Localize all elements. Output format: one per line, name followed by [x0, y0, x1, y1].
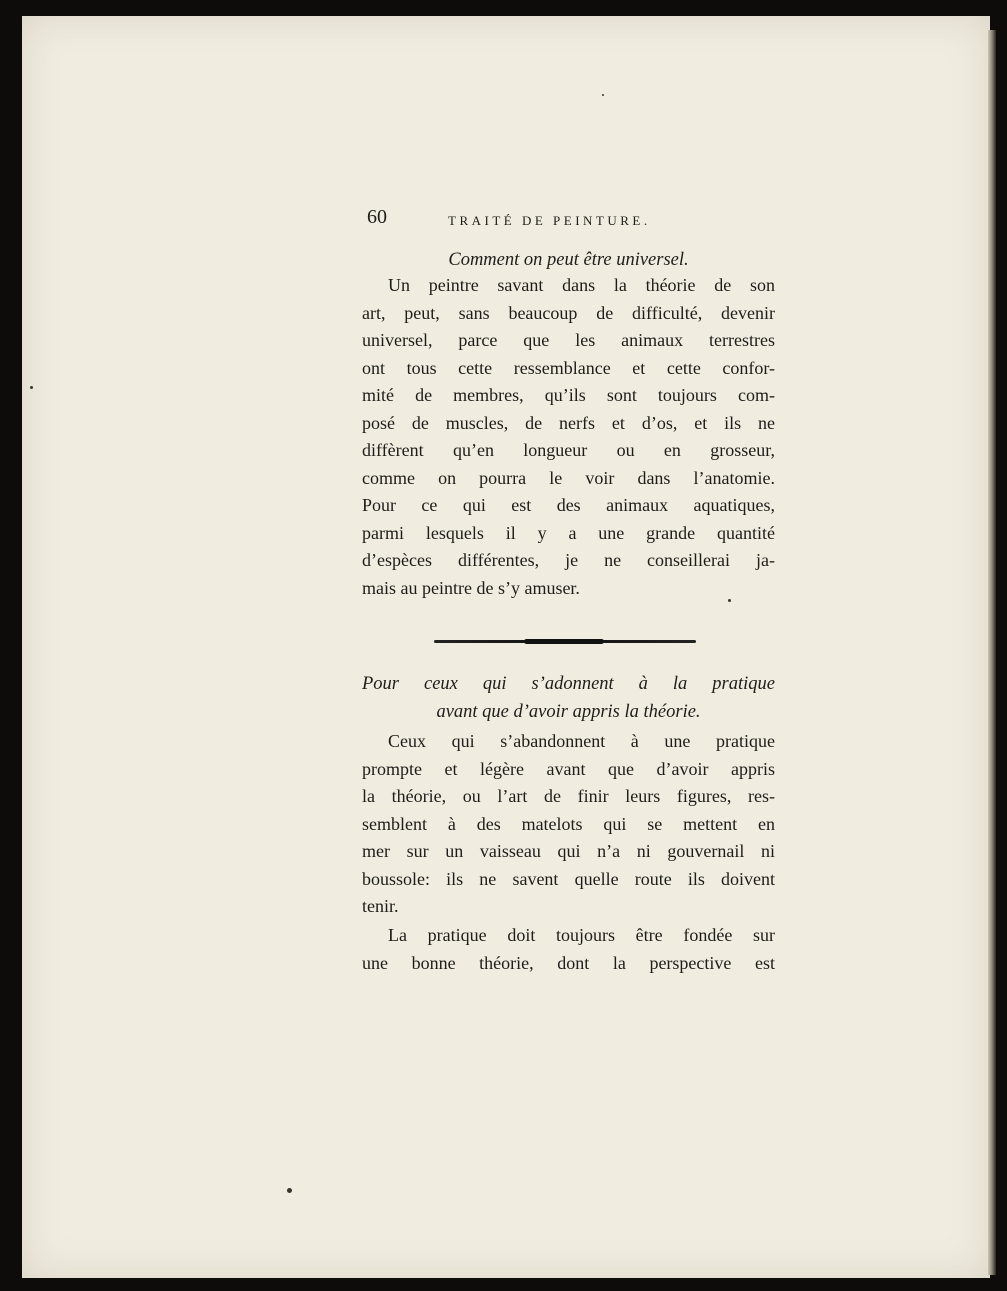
text-line: la théorie, ou l’art de finir leurs figures, res-	[362, 786, 775, 806]
text-line: prompte et légère avant que d’avoir appris	[362, 758, 775, 779]
text-line: une bonne théorie, dont la perspective est	[362, 952, 775, 973]
text-line: mais au peintre de s’y amuser.	[362, 577, 580, 598]
paragraph-pratique	[362, 728, 775, 921]
text-line: parmi lesquels il y a une grande quantité	[362, 522, 775, 543]
text-line: Ceux qui s’abandonnent à une pratique	[388, 731, 775, 751]
section-title-pratique-line1: Pour ceux qui s’adonnent à la pratique	[362, 674, 775, 694]
text-line: posé de muscles, de nerfs et d’os, et ils ne	[362, 412, 775, 433]
paragraph-universel	[362, 272, 775, 602]
text-line: art, peut, sans beaucoup de difficulté, devenir	[362, 302, 775, 323]
text-line: tenir.	[362, 896, 399, 916]
text-line: mer sur un vaisseau qui n’a ni gouvernail ni	[362, 841, 775, 861]
paper-speck	[30, 386, 33, 389]
text-line: ont tous cette ressemblance et cette confor-	[362, 357, 775, 378]
page-number: 60	[367, 206, 387, 228]
paper-speck	[728, 599, 731, 602]
text-line: La pratique doit toujours être fondée sur	[388, 925, 775, 945]
text-line: diffèrent qu’en longueur ou en grosseur,	[362, 440, 775, 460]
paragraph-theorie	[362, 922, 775, 977]
paper-speck	[287, 1188, 292, 1193]
page-edge	[988, 30, 996, 1275]
page-header	[362, 206, 775, 236]
text-line: comme on pourra le voir dans l’anatomie.	[362, 467, 775, 488]
section-divider	[434, 640, 696, 643]
book-page	[22, 16, 990, 1278]
running-title: TRAITÉ DE PEINTURE.	[448, 213, 651, 228]
text-line: Un peintre savant dans la théorie de son	[388, 275, 775, 295]
text-line: Pour ce qui est des animaux aquatiques,	[362, 495, 775, 515]
text-line: d’espèces différentes, je ne conseillerai ja-	[362, 550, 775, 570]
section-title-pratique-line2: avant que d’avoir appris la théorie.	[436, 702, 701, 722]
text-line: universel, parce que les animaux terrestres	[362, 330, 775, 350]
section-title-universel: Comment on peut être universel.	[448, 250, 689, 270]
text-line: semblent à des matelots qui se mettent en	[362, 813, 775, 834]
paper-speck	[602, 94, 604, 96]
text-line: boussole: ils ne savent quelle route ils doivent	[362, 868, 775, 889]
text-line: mité de membres, qu’ils sont toujours com-	[362, 385, 775, 405]
